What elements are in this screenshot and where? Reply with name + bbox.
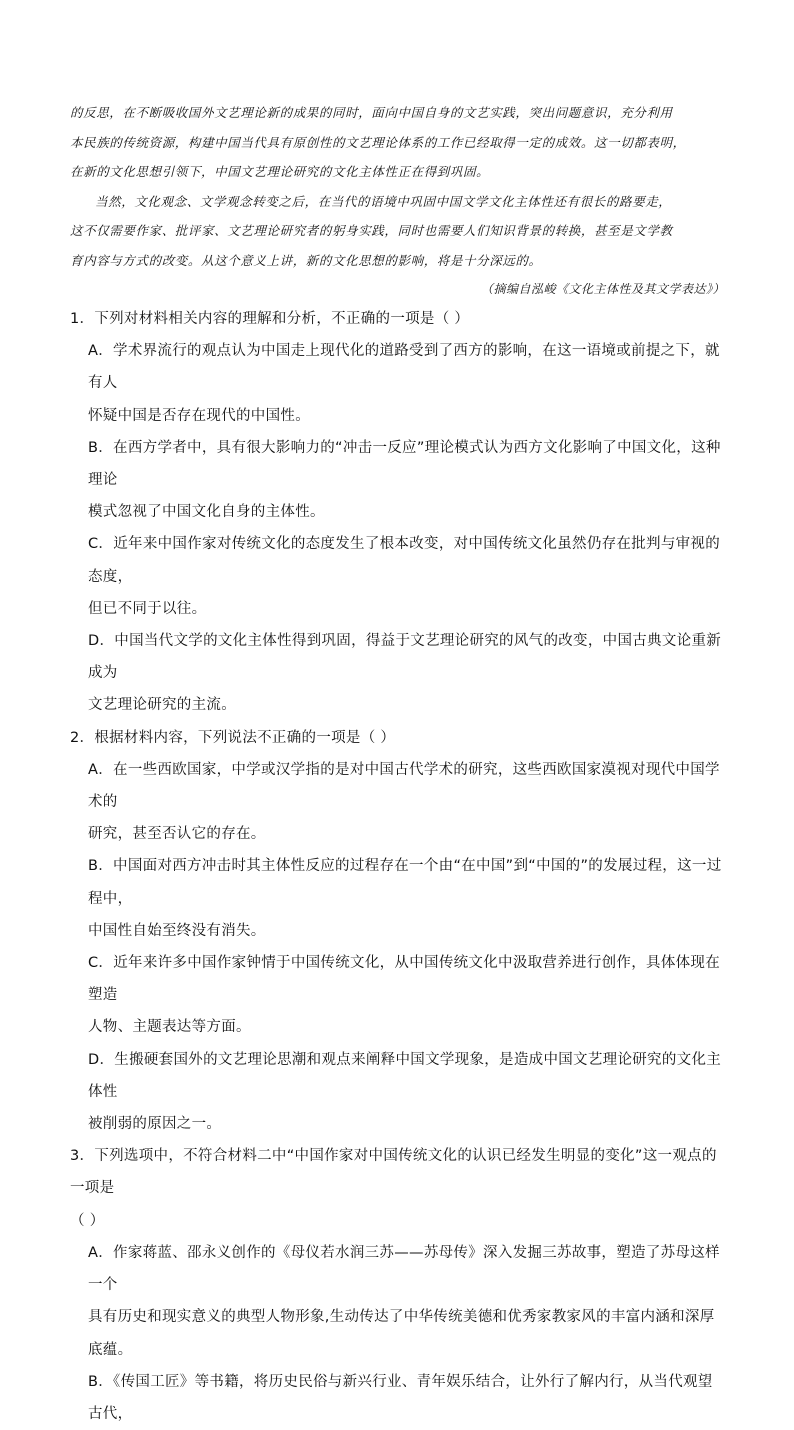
option-line: B．中国面对西方冲击时其主体性反应的过程存在一个由“在中国”到“中国的”的发展过程，这一过程中，: [88, 858, 722, 907]
option-line: 中国性自始至终没有消失。: [88, 922, 266, 939]
option-d[interactable]: [70, 1044, 725, 1141]
question-1: [70, 303, 725, 722]
option-b[interactable]: [70, 1366, 725, 1430]
passage-line: 在新的文化思想引领下，中国文艺理论研究的文化主体性正在得到巩固。: [70, 164, 490, 179]
option-a[interactable]: [70, 335, 725, 432]
option-line: 模式忽视了中国文化自身的主体性。: [88, 504, 325, 521]
option-line: 但已不同于以往。: [88, 600, 207, 617]
option-line: D．中国当代文学的文化主体性得到巩固，得益于文艺理论研究的风气的改变，中国古典文论重新成为: [88, 633, 722, 682]
option-c[interactable]: [70, 947, 725, 1044]
option-a[interactable]: [70, 754, 725, 851]
option-line: 人物、主题表达等方面。: [88, 1019, 251, 1036]
question-stem-cont: （ ）: [70, 1212, 105, 1229]
option-line: A．学术界流行的观点认为中国走上现代化的道路受到了西方的影响，在这一语境或前提之下，就有人: [88, 343, 720, 392]
option-line: 被削弱的原因之一。: [88, 1116, 222, 1133]
option-line: C．近年来许多中国作家钟情于中国传统文化，从中国传统文化中汲取营养进行创作，具体体现在塑造: [88, 955, 721, 1004]
question-stem: 2．根据材料内容，下列说法不正确的一项是（ ）: [70, 729, 396, 746]
question-stem: 3．下列选项中，不符合材料二中“中国作家对中国传统文化的认识已经发生明显的变化”这一观点的一项是: [70, 1148, 717, 1197]
option-a[interactable]: [70, 1237, 725, 1366]
passage-source: （摘编自泓峻《文化主体性及其文学表达》）: [480, 282, 725, 296]
document-page: [70, 98, 725, 1430]
option-line: 研究，甚至否认它的存在。: [88, 826, 266, 843]
passage-line: 育内容与方式的改变。从这个意义上讲，新的文化思想的影响，将是十分深远的。: [70, 252, 542, 268]
option-line: D．生搬硬套国外的文艺理论思潮和观点来阐释中国文学现象，是造成中国文艺理论研究的文化主体性: [88, 1051, 722, 1100]
option-line: A．在一些西欧国家，中学或汉学指的是对中国古代学术的研究，这些西欧国家漠视对现代中国学术的: [88, 761, 720, 811]
option-d[interactable]: [70, 625, 725, 722]
option-b[interactable]: [70, 850, 725, 947]
passage-line: 这不仅需要作家、批评家、文艺理论研究者的躬身实践，同时也需要人们知识背景的转换，甚至是文学教: [70, 223, 673, 238]
option-line: 具有历史和现实意义的典型人物形象,生动传达了中华传统美德和优秀家教家风的丰富内涵和深厚底蕴。: [88, 1309, 715, 1358]
option-line: C．近年来中国作家对传统文化的态度发生了根本改变，对中国传统文化虽然仍存在批判与审视的态度，: [88, 536, 721, 585]
option-line: B．在西方学者中，具有很大影响力的“冲击一反应”理论模式认为西方文化影响了中国文化，这种理论: [88, 439, 721, 489]
passage-paragraph: [70, 98, 725, 187]
option-line: A．作家蒋蓝、邵永义创作的《母仪若水润三苏——苏母传》深入发掘三苏故事，塑造了苏母这样一个: [88, 1244, 720, 1294]
passage-line: 本民族的传统资源，构建中国当代具有原创性的文艺理论体系的工作已经取得一定的成效。这一切都表明，: [70, 134, 686, 150]
option-line: 文艺理论研究的主流。: [88, 697, 236, 714]
passage-line: 的反思，在不断吸收国外文艺理论新的成果的同时，面向中国自身的文艺实践，突出问题意识，充分利用: [70, 105, 673, 120]
passage-line: 当然，文化观念、文学观念转变之后，在当代的语境中巩固中国文学文化主体性还有很长的路要走，: [95, 193, 672, 209]
option-line: B．《传国工匠》等书籍，将历史民俗与新兴行业、青年娱乐结合，让外行了解内行，从当代观望古代，: [88, 1373, 713, 1422]
passage-paragraph: [70, 187, 725, 276]
question-3: [70, 1140, 725, 1430]
option-c[interactable]: [70, 528, 725, 625]
reading-passage: [70, 98, 725, 275]
question-list: [70, 303, 725, 1430]
question-stem: 1．下列对材料相关内容的理解和分析，不正确的一项是（ ）: [70, 311, 470, 327]
option-line: 怀疑中国是否存在现代的中国性。: [88, 407, 310, 424]
option-b[interactable]: [70, 432, 725, 529]
question-2: [70, 722, 725, 1141]
